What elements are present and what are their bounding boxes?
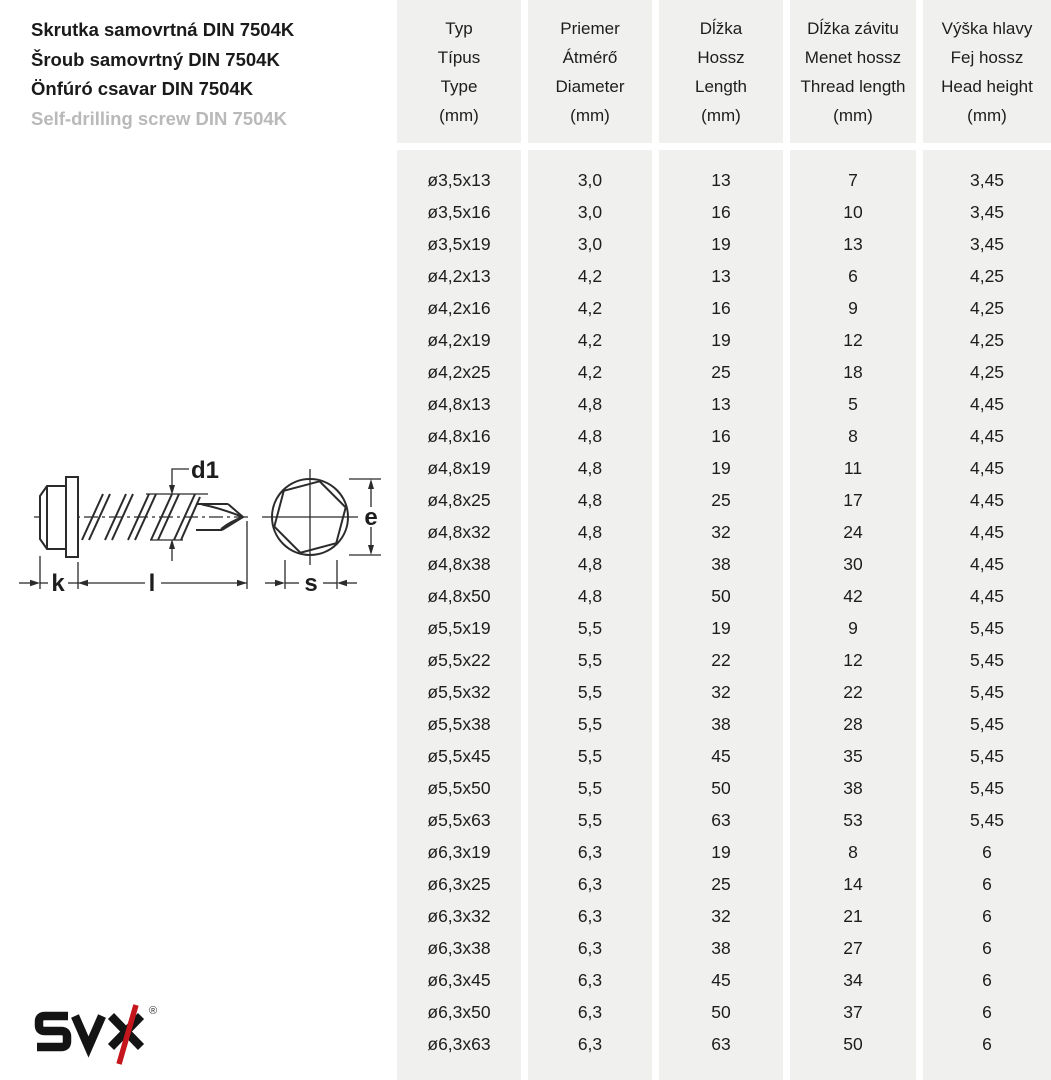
dim-d1 <box>146 457 219 561</box>
table-cell: 6 <box>982 938 992 958</box>
table-cell: 3,45 <box>969 170 1005 190</box>
column-header-line: Típus <box>437 48 481 67</box>
table-cell: 4,8 <box>577 394 603 414</box>
table-cell: ø6,3x50 <box>427 1002 491 1022</box>
table-cell: 63 <box>711 1034 731 1054</box>
table-cell: 8 <box>848 842 858 862</box>
table-cell: 19 <box>711 330 731 350</box>
column-header-line: Head height <box>941 77 1033 96</box>
table-cell: 6,3 <box>577 1034 603 1054</box>
table-column-type <box>397 0 521 1080</box>
table-cell: 4,2 <box>577 298 603 318</box>
table-cell: ø6,3x25 <box>427 874 491 894</box>
label-l: l <box>148 570 156 597</box>
table-cell: 19 <box>711 234 731 254</box>
column-body-thread-length <box>790 150 916 1080</box>
table-cell: 30 <box>843 554 863 574</box>
table-cell: 45 <box>711 746 731 766</box>
table-cell: ø3,5x19 <box>427 234 491 254</box>
logo-letter-s <box>37 1016 68 1047</box>
table-cell: 6 <box>982 970 992 990</box>
column-header-line: (mm) <box>439 106 479 125</box>
table-cell: 4,45 <box>969 458 1005 478</box>
table-cell: 17 <box>843 490 863 510</box>
table-cell: 4,25 <box>969 266 1005 286</box>
table-cell: 19 <box>711 458 731 478</box>
title-hungarian: Önfúró csavar DIN 7504K <box>31 78 254 99</box>
table-cell: 25 <box>711 362 731 382</box>
column-header-line: Dĺžka <box>699 19 743 38</box>
table-cell: ø4,2x16 <box>427 298 491 318</box>
table-column-diameter <box>528 0 652 1080</box>
table-cell: 25 <box>711 490 731 510</box>
column-header-line: (mm) <box>833 106 873 125</box>
table-cell: 34 <box>843 970 863 990</box>
table-cell: 63 <box>711 810 731 830</box>
table-cell: 53 <box>843 810 863 830</box>
table-cell: 5,45 <box>969 682 1005 702</box>
column-header-line: Výška hlavy <box>941 19 1033 38</box>
column-header-line: Átmérő <box>562 48 618 67</box>
column-header-length <box>659 0 783 143</box>
table-cell: ø5,5x50 <box>427 778 491 798</box>
table-cell: 6,3 <box>577 874 603 894</box>
table-cell: 4,45 <box>969 554 1005 574</box>
column-header-line: Thread length <box>800 77 906 96</box>
label-d1: d1 <box>191 457 220 484</box>
table-cell: 38 <box>843 778 863 798</box>
table-column-thread-length <box>790 0 916 1080</box>
table-cell: 4,8 <box>577 586 603 606</box>
column-header-line: Type <box>440 77 478 96</box>
table-cell: ø6,3x45 <box>427 970 491 990</box>
table-cell: ø6,3x38 <box>427 938 491 958</box>
table-cell: 4,2 <box>577 330 603 350</box>
table-cell: 9 <box>848 298 858 318</box>
table-cell: 16 <box>711 298 731 318</box>
table-cell: 37 <box>843 1002 863 1022</box>
table-cell: 6,3 <box>577 842 603 862</box>
table-cell: 6,3 <box>577 938 603 958</box>
table-cell: 13 <box>711 394 731 414</box>
table-cell: 50 <box>711 778 731 798</box>
table-cell: 5,5 <box>577 682 603 702</box>
table-cell: 22 <box>711 650 731 670</box>
table-cell: 16 <box>711 426 731 446</box>
logo-letters <box>37 1005 141 1064</box>
table-column-head-height <box>923 0 1051 1080</box>
table-cell: 5,45 <box>969 778 1005 798</box>
table-cell: ø6,3x63 <box>427 1034 491 1054</box>
column-header-line: Typ <box>445 19 473 38</box>
table-cell: 4,45 <box>969 426 1005 446</box>
label-k: k <box>51 570 65 597</box>
table-cell: 6 <box>982 874 992 894</box>
table-cell: 4,45 <box>969 490 1005 510</box>
table-cell: 8 <box>848 426 858 446</box>
table-cell: 19 <box>711 842 731 862</box>
table-cell: 5,5 <box>577 778 603 798</box>
table-cell: 12 <box>843 650 863 670</box>
table-cell: ø4,2x19 <box>427 330 491 350</box>
table-cell: 5,45 <box>969 714 1005 734</box>
column-header-line: Diameter <box>555 77 625 96</box>
table-cell: ø4,8x13 <box>427 394 491 414</box>
table-cell: 4,2 <box>577 362 603 382</box>
column-header-line: Length <box>695 77 747 96</box>
table-cell: 4,8 <box>577 490 603 510</box>
screw-technical-drawing <box>0 420 400 620</box>
table-cell: 5,5 <box>577 810 603 830</box>
table-cell: 28 <box>843 714 863 734</box>
table-cell: 18 <box>843 362 863 382</box>
table-cell: ø5,5x63 <box>427 810 491 830</box>
title-english: Self-drilling screw DIN 7504K <box>31 107 288 129</box>
table-cell: 4,8 <box>577 426 603 446</box>
registered-mark: ® <box>149 1005 158 1017</box>
table-cell: ø5,5x38 <box>427 714 491 734</box>
table-cell: 5,45 <box>969 746 1005 766</box>
table-cell: 3,0 <box>577 202 603 222</box>
table-cell: 13 <box>843 234 863 254</box>
table-cell: 4,25 <box>969 362 1005 382</box>
table-cell: 38 <box>711 938 731 958</box>
table-cell: ø4,8x19 <box>427 458 491 478</box>
table-cell: ø4,8x50 <box>427 586 491 606</box>
table-cell: 50 <box>843 1034 863 1054</box>
column-header-diameter <box>528 0 652 143</box>
table-cell: 45 <box>711 970 731 990</box>
table-cell: 25 <box>711 874 731 894</box>
table-cell: 42 <box>843 586 863 606</box>
column-header-line: (mm) <box>701 106 741 125</box>
column-body-length <box>659 150 783 1080</box>
table-cell: 35 <box>843 746 863 766</box>
table-cell: 5,45 <box>969 810 1005 830</box>
column-header-type <box>397 0 521 143</box>
table-cell: 9 <box>848 618 858 638</box>
table-cell: 5 <box>848 394 858 414</box>
table-cell: 6,3 <box>577 906 603 926</box>
column-header-line: (mm) <box>967 106 1007 125</box>
table-cell: ø4,8x25 <box>427 490 491 510</box>
column-header-line: Fej hossz <box>950 48 1024 67</box>
table-cell: 3,45 <box>969 234 1005 254</box>
column-header-line: Menet hossz <box>804 48 902 67</box>
table-cell: 5,5 <box>577 650 603 670</box>
table-column-length <box>659 0 783 1080</box>
flange-washer <box>66 477 78 557</box>
table-cell: 4,8 <box>577 522 603 542</box>
table-cell: ø4,2x25 <box>427 362 491 382</box>
table-cell: 16 <box>711 202 731 222</box>
title-block <box>31 15 294 133</box>
table-cell: 6,3 <box>577 1002 603 1022</box>
spec-table <box>397 0 1051 1080</box>
table-cell: 3,0 <box>577 234 603 254</box>
column-header-head-height <box>923 0 1051 143</box>
label-s: s <box>304 570 318 597</box>
table-cell: 24 <box>843 522 863 542</box>
table-cell: ø4,8x38 <box>427 554 491 574</box>
table-cell: 3,0 <box>577 170 603 190</box>
table-cell: 5,5 <box>577 714 603 734</box>
table-cell: ø4,2x13 <box>427 266 491 286</box>
hex-head-profile <box>40 486 66 549</box>
table-cell: 10 <box>843 202 863 222</box>
column-body-head-height <box>923 150 1051 1080</box>
table-cell: ø5,5x22 <box>427 650 491 670</box>
dim-s <box>265 560 357 597</box>
table-cell: 4,2 <box>577 266 603 286</box>
table-cell: ø5,5x45 <box>427 746 491 766</box>
table-cell: 5,5 <box>577 746 603 766</box>
column-header-thread-length <box>790 0 916 143</box>
title-slovak: Skrutka samovrtná DIN 7504K <box>31 19 295 40</box>
table-cell: 6,3 <box>577 970 603 990</box>
table-cell: 6 <box>982 906 992 926</box>
table-cell: ø5,5x32 <box>427 682 491 702</box>
table-cell: 5,5 <box>577 618 603 638</box>
table-cell: 7 <box>848 170 858 190</box>
table-cell: 11 <box>843 458 863 478</box>
column-body-diameter <box>528 150 652 1080</box>
table-cell: 5,45 <box>969 650 1005 670</box>
table-cell: 32 <box>711 522 731 542</box>
table-cell: 6 <box>848 266 858 286</box>
table-cell: 4,8 <box>577 458 603 478</box>
column-header-line: Hossz <box>697 48 745 67</box>
table-cell: 4,8 <box>577 554 603 574</box>
table-cell: ø4,8x32 <box>427 522 491 542</box>
table-cell: ø6,3x32 <box>427 906 491 926</box>
table-cell: ø3,5x16 <box>427 202 491 222</box>
table-cell: 19 <box>711 618 731 638</box>
table-cell: 32 <box>711 682 731 702</box>
screw-side-view <box>19 457 252 597</box>
table-cell: 38 <box>711 554 731 574</box>
table-cell: 13 <box>711 170 731 190</box>
table-cell: 4,45 <box>969 586 1005 606</box>
table-cell: 3,45 <box>969 202 1005 222</box>
table-cell: 50 <box>711 586 731 606</box>
table-cell: 4,45 <box>969 394 1005 414</box>
table-cell: 50 <box>711 1002 731 1022</box>
table-cell: 4,25 <box>969 330 1005 350</box>
table-cell: 6 <box>982 1034 992 1054</box>
column-header-line: (mm) <box>570 106 610 125</box>
table-cell: ø6,3x19 <box>427 842 491 862</box>
table-cell: 32 <box>711 906 731 926</box>
logo-letter-v <box>75 1016 102 1047</box>
table-cell: 13 <box>711 266 731 286</box>
column-body-type <box>397 150 521 1080</box>
table-cell: 38 <box>711 714 731 734</box>
table-cell: 22 <box>843 682 863 702</box>
column-header-line: Priemer <box>560 19 620 38</box>
table-cell: 4,45 <box>969 522 1005 542</box>
table-cell: 4,25 <box>969 298 1005 318</box>
label-e: e <box>364 504 378 531</box>
table-cell: 5,45 <box>969 618 1005 638</box>
table-cell: 27 <box>843 938 863 958</box>
table-cell: ø3,5x13 <box>427 170 491 190</box>
table-cell: 6 <box>982 1002 992 1022</box>
title-czech: Šroub samovrtný DIN 7504K <box>31 48 280 70</box>
table-cell: 6 <box>982 842 992 862</box>
column-header-line: Dĺžka závitu <box>807 19 899 38</box>
table-cell: 12 <box>843 330 863 350</box>
screw-end-view <box>262 469 381 597</box>
table-cell: ø5,5x19 <box>427 618 491 638</box>
table-cell: ø4,8x16 <box>427 426 491 446</box>
table-cell: 21 <box>843 906 863 926</box>
svx-logo <box>28 1000 168 1072</box>
table-cell: 14 <box>843 874 863 894</box>
